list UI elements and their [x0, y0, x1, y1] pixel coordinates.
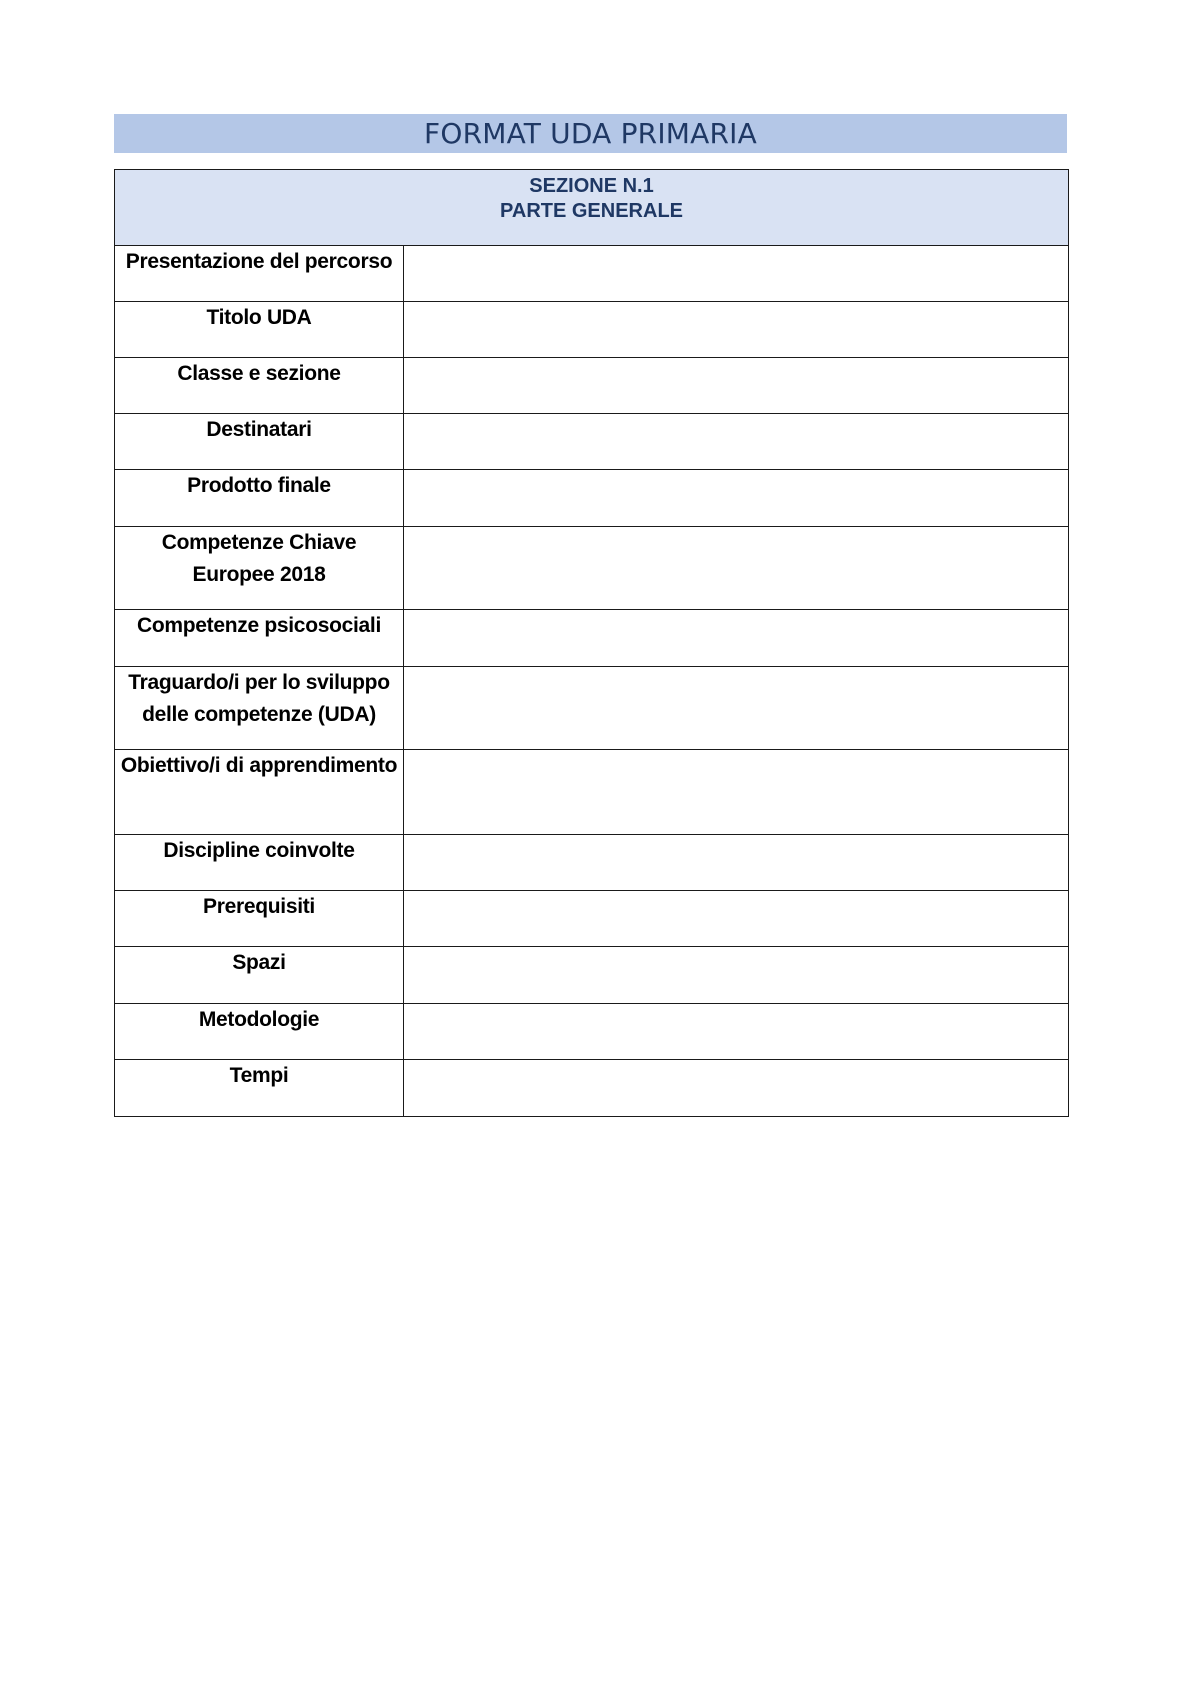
row-label-destinatari: Destinatari: [115, 414, 404, 470]
field-titolo-uda[interactable]: [404, 302, 1069, 358]
field-presentazione[interactable]: [404, 246, 1069, 302]
field-destinatari[interactable]: [404, 414, 1069, 470]
general-section-table: [114, 169, 1069, 1117]
table-row: [115, 358, 1069, 414]
field-competenze-chiave[interactable]: [404, 527, 1069, 610]
section-header: [115, 170, 1069, 246]
table-row: [115, 1004, 1069, 1060]
table-row: [115, 470, 1069, 527]
row-label-prerequisiti: Prerequisiti: [115, 891, 404, 947]
field-discipline[interactable]: [404, 835, 1069, 891]
row-label-metodologie: Metodologie: [115, 1004, 404, 1060]
table-row: [115, 414, 1069, 470]
row-label-prodotto-finale: Prodotto finale: [115, 470, 404, 527]
table-row: [115, 527, 1069, 610]
field-classe-sezione[interactable]: [404, 358, 1069, 414]
row-label-competenze-chiave: Competenze Chiave Europee 2018: [115, 527, 404, 610]
field-tempi[interactable]: [404, 1060, 1069, 1117]
table-row: [115, 246, 1069, 302]
field-prodotto-finale[interactable]: [404, 470, 1069, 527]
row-label-titolo-uda: Titolo UDA: [115, 302, 404, 358]
table-row: [115, 610, 1069, 667]
table-row: [115, 750, 1069, 835]
row-label-traguardi: Traguardo/i per lo sviluppo delle competenze (UDA): [115, 667, 404, 750]
row-label-competenze-psicosociali: Competenze psicosociali: [115, 610, 404, 667]
section-name: PARTE GENERALE: [500, 200, 683, 222]
row-label-tempi: Tempi: [115, 1060, 404, 1117]
row-label-classe-sezione: Classe e sezione: [115, 358, 404, 414]
field-metodologie[interactable]: [404, 1004, 1069, 1060]
row-label-discipline: Discipline coinvolte: [115, 835, 404, 891]
field-spazi[interactable]: [404, 947, 1069, 1004]
table-row: [115, 1060, 1069, 1117]
field-traguardi[interactable]: [404, 667, 1069, 750]
table-row: [115, 667, 1069, 750]
table-row: [115, 302, 1069, 358]
field-obiettivi[interactable]: [404, 750, 1069, 835]
row-label-spazi: Spazi: [115, 947, 404, 1004]
section-header-row: [115, 170, 1069, 246]
table-row: [115, 891, 1069, 947]
row-label-obiettivi: Obiettivo/i di apprendimento: [115, 750, 404, 835]
section-number: SEZIONE N.1: [529, 175, 654, 197]
document-title: FORMAT UDA PRIMARIA: [114, 114, 1067, 153]
table-row: [115, 947, 1069, 1004]
table-row: [115, 835, 1069, 891]
field-prerequisiti[interactable]: [404, 891, 1069, 947]
row-label-presentazione: Presentazione del percorso: [115, 246, 404, 302]
field-competenze-psicosociali[interactable]: [404, 610, 1069, 667]
